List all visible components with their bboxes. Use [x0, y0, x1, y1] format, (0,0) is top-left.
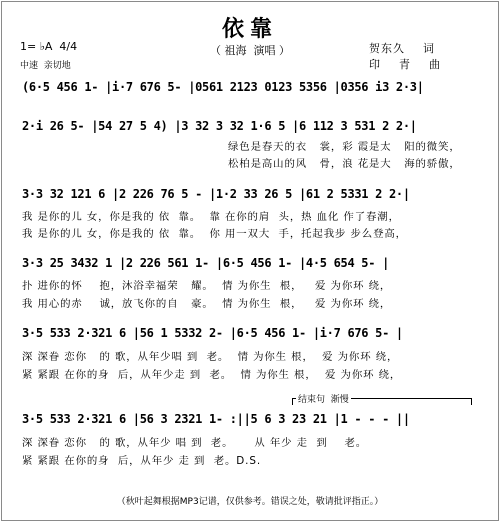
music-line-5: 3·5 533 2·321 6 |56 1 5332 2- |6·5 456 1- |i·7 676 5- |: [22, 326, 403, 340]
music-line-4: 3·3 25 3432 1 |2 226 561 1- |6·5 456 1- |4·5 654 5- |: [22, 256, 390, 270]
performer-subtitle: （ 祖海 演唱 ）: [210, 44, 290, 57]
ending-label: 结束句 渐慢: [296, 392, 351, 405]
lyric-line-2-verse-1: 绿色是春天的衣 裳，彩 霞是太 阳的微笑，: [228, 141, 461, 153]
music-line-2: 2·i 26 5- |54 27 5 4) |3 32 3 32 1·6 5 |6 112 3 531 2 2·|: [22, 119, 417, 133]
lyric-line-3-verse-2: 我 是你的儿 女，你是我的 依 靠。 你 用一双大 手，托起我步 步么登高，: [22, 228, 407, 240]
lyric-line-4-verse-2: 我 用心的赤 诚，放飞你的自 豪。 情 为你生 根， 爱 为你环 绕，: [22, 298, 392, 310]
tempo-marking: 中速 亲切地: [20, 61, 71, 71]
transcription-note: （秋叶起舞根据MP3记谱，仅供参考。错误之处，敬请批评指正。）: [116, 497, 384, 507]
music-line-1: (6·5 456 1- |i·7 676 5- |0561 2123 0123 5356 |0356 i3 2·3|: [22, 80, 424, 94]
lyric-line-2-verse-2: 松柏是高山的风 骨，浪 花是大 海的骄傲，: [228, 158, 461, 170]
lyric-line-4-verse-1: 扑 进你的怀 抱，沐浴幸福荣 耀。 情 为你生 根， 爱 为你环 绕，: [22, 280, 392, 292]
lyric-line-6-verse-2: 紧 紧跟 在你的身 后，从年少 走 到 老。D.S.: [22, 455, 262, 467]
music-line-3: 3·3 32 121 6 |2 226 76 5 - |1·2 33 26 5 |61 2 5331 2 2·|: [22, 187, 410, 201]
key-signature: 1= ♭A 4/4: [20, 40, 78, 53]
lyric-line-6-verse-1: 深 深眷 恋你 的 歌，从年少 唱 到 老。 从 年少 走 到 老。: [22, 437, 368, 449]
lyricist-credit: 贺东久 词: [369, 42, 435, 55]
lyric-line-3-verse-1: 我 是你的儿 女，你是我的 依 靠。 靠 在你的肩 头，热 血化 作了春潮，: [22, 211, 400, 223]
lyric-line-5-verse-2: 紧 紧跟 在你的身 后，从年少走 到 老。 情 为你生 根， 爱 为你环 绕，: [22, 369, 402, 381]
music-line-6: 3·5 533 2·321 6 |56 3 2321 1- :||5 6 3 23 21 |1 - - - ||: [22, 412, 410, 426]
composer-credit: 印 青 曲: [369, 58, 441, 71]
lyric-line-5-verse-1: 深 深眷 恋你 的 歌，从年少唱 到 老。 情 为你生 根， 爱 为你环 绕，: [22, 351, 399, 363]
song-title: 依靠: [221, 17, 278, 42]
